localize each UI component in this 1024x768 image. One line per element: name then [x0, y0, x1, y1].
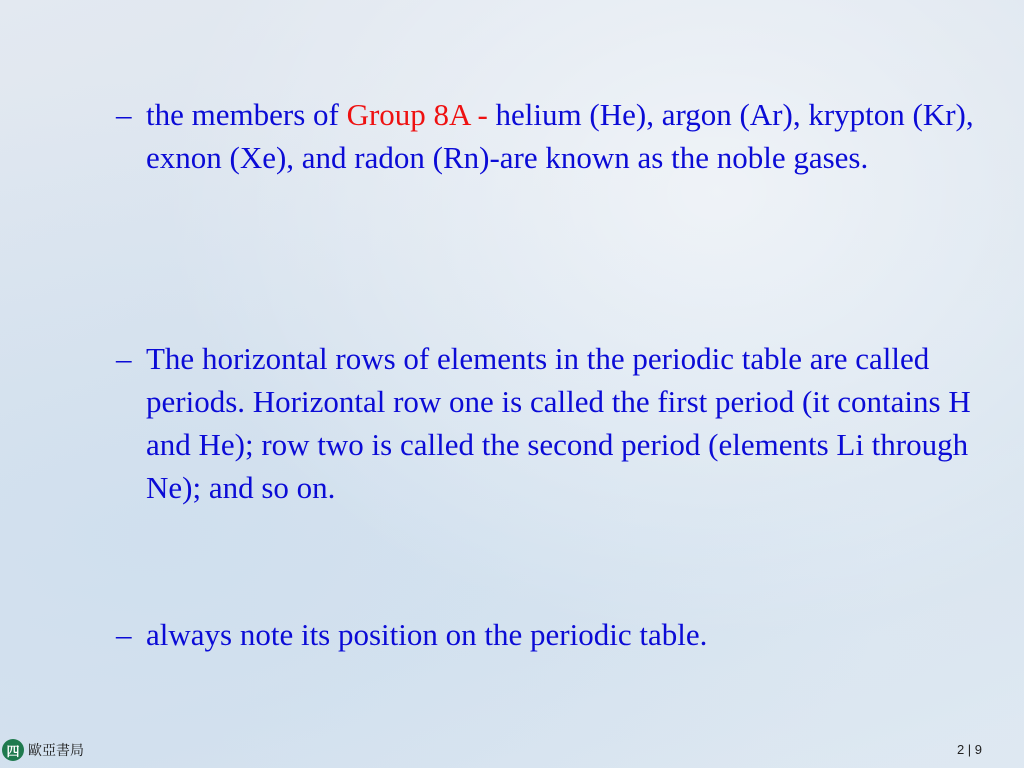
publisher-logo — [2, 737, 84, 763]
group-8a-highlight: Group 8A - — [346, 97, 496, 132]
bullet-text-post: helium (He), argon (Ar), krypton (Kr), exnon (Xe), and radon (Rn)-are known as the noble gases. — [146, 97, 974, 175]
bullet-text — [146, 93, 976, 179]
bullet-noble-gases — [116, 93, 976, 179]
page-number: 2 | 9 — [956, 742, 982, 757]
publisher-logo-icon: 四 — [2, 739, 24, 761]
bullet-periods — [116, 337, 976, 509]
bullet-text: The horizontal rows of elements in the periodic table are called periods. Horizontal row one is called the first period (it contains H and He); row two is called the second period (elements Li through Ne); and so on. — [146, 341, 971, 505]
publisher-name: 歐亞書局 — [28, 743, 84, 759]
bullet-position — [116, 613, 976, 656]
bullet-text: always note its position on the periodic table. — [146, 617, 708, 652]
bullet-text-pre: the members of — [146, 97, 347, 132]
bullet-dash: – — [116, 341, 132, 376]
bullet-dash: – — [116, 617, 132, 652]
bullet-dash: – — [116, 97, 132, 132]
